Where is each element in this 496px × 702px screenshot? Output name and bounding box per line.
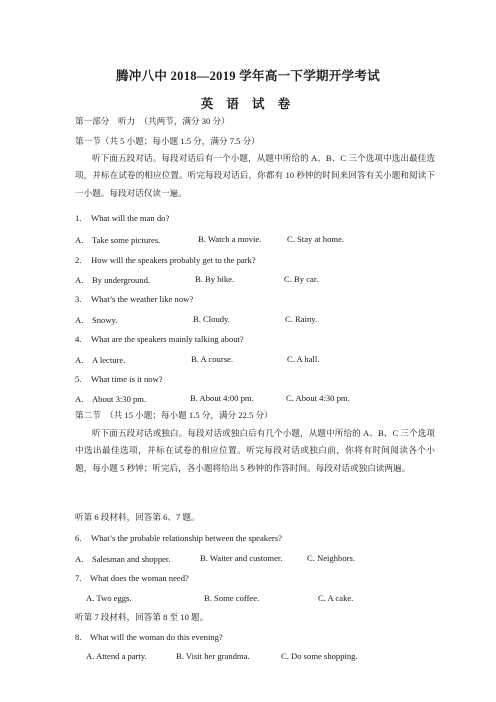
q6-option-a: A. Salesman and shopper. — [75, 554, 171, 564]
material6-note: 听第 6 段材料，回答第 6、7 题。 — [75, 512, 200, 522]
q1-option-a: A. Take some pictures. — [75, 235, 161, 245]
material7-note: 听第 7 段材料，回答第 8 至 10 题。 — [75, 612, 209, 622]
q1-option-c: C. Stay at home. — [287, 234, 345, 244]
q5-option-a: A. About 3:30 pm. — [75, 394, 147, 404]
q5-number: 5. — [75, 374, 82, 384]
q7-option-c: C. A cake. — [318, 593, 354, 603]
q6-option-c: C. Neighbors. — [307, 553, 355, 563]
q1-number: 1. — [75, 213, 82, 223]
part1-heading: 第一部分 听力 （共两节，满分 30 分） — [75, 116, 230, 126]
q3-option-a: A. Snowy. — [75, 315, 118, 325]
q3-text: What’s the weather like now? — [91, 294, 194, 304]
section2-instructions: 听下面五段对话或独白。每段对话或独白后有几个小题，从题中所给的 A、B、C 三个选项中选出最佳选项，并标在试卷的相应位置。听完每段对话或独白前，你将有时间阅读各个小题，每小题 5 秒钟；听完后，各小题将给出 5 秒钟的作答时间。每段对话或独白读两遍。 — [75, 428, 435, 473]
q5-option-c: C. About 4:30 pm. — [286, 393, 350, 403]
q2-number: 2. — [75, 255, 82, 265]
q3-number: 3. — [75, 294, 82, 304]
q4-option-a: A. A lecture. — [75, 355, 126, 365]
q4-text: What are the speakers mainly talking about? — [91, 334, 244, 344]
q6-option-b: B. Waiter and customer. — [200, 553, 283, 563]
q8-option-c: C. Do some shopping. — [281, 651, 358, 661]
exam-subtitle: 英 语 试 卷 — [200, 97, 296, 111]
q6-text: What’s the probable relationship between the speakers? — [91, 533, 282, 543]
q4-option-c: C. A hall. — [287, 354, 320, 364]
q8-option-b: B. Visit her grandma. — [176, 651, 250, 661]
q8-text: 8. What will the woman do this evening? — [75, 632, 223, 642]
section1-heading: 第一节（共 5 小题；每小题 1.5 分，满分 7.5 分） — [75, 136, 260, 146]
exam-title: 腾冲八中 2018—2019 学年高一下学期开学考试 — [115, 69, 381, 83]
q1-text: What will the man do? — [91, 213, 170, 223]
q5-option-b: B. About 4:00 pm. — [190, 393, 254, 403]
q5-text: What time is it now? — [91, 374, 163, 384]
q2-text: How will the speakers probably get to the park? — [91, 255, 256, 265]
q7-text: 7. What does the woman need? — [75, 573, 189, 583]
section2-heading: 第二节 （共 15 小题；每小题 1.5 分，满分 22.5 分） — [75, 410, 273, 420]
q4-option-b: B. A course. — [191, 354, 234, 364]
q4-number: 4. — [75, 334, 82, 344]
q7-option-a: A. Two eggs. — [86, 593, 132, 603]
q2-option-b: B. By bike. — [195, 274, 235, 284]
q7-option-b: B. Some coffee. — [204, 593, 260, 603]
q3-option-b: B. Cloudy. — [193, 314, 230, 324]
q8-option-a: A. Attend a party. — [86, 651, 147, 661]
q6-number: 6. — [75, 533, 82, 543]
section1-instructions: 听下面五段对话。每段对话后有一个小题，从题中所给的 A、B、C 三个选项中选出最佳选项，并标在试卷的相应位置。听完每段对话后，你都有 10 秒钟的时间来回答有关小题和阅读下一小题。每段对话仅读一遍。 — [75, 153, 435, 198]
q2-option-a: A. By underground. — [75, 275, 151, 285]
q1-option-b: B. Watch a movie. — [198, 234, 262, 244]
q3-option-c: C. Rainy. — [285, 314, 318, 324]
q2-option-c: C. By car. — [284, 274, 319, 284]
